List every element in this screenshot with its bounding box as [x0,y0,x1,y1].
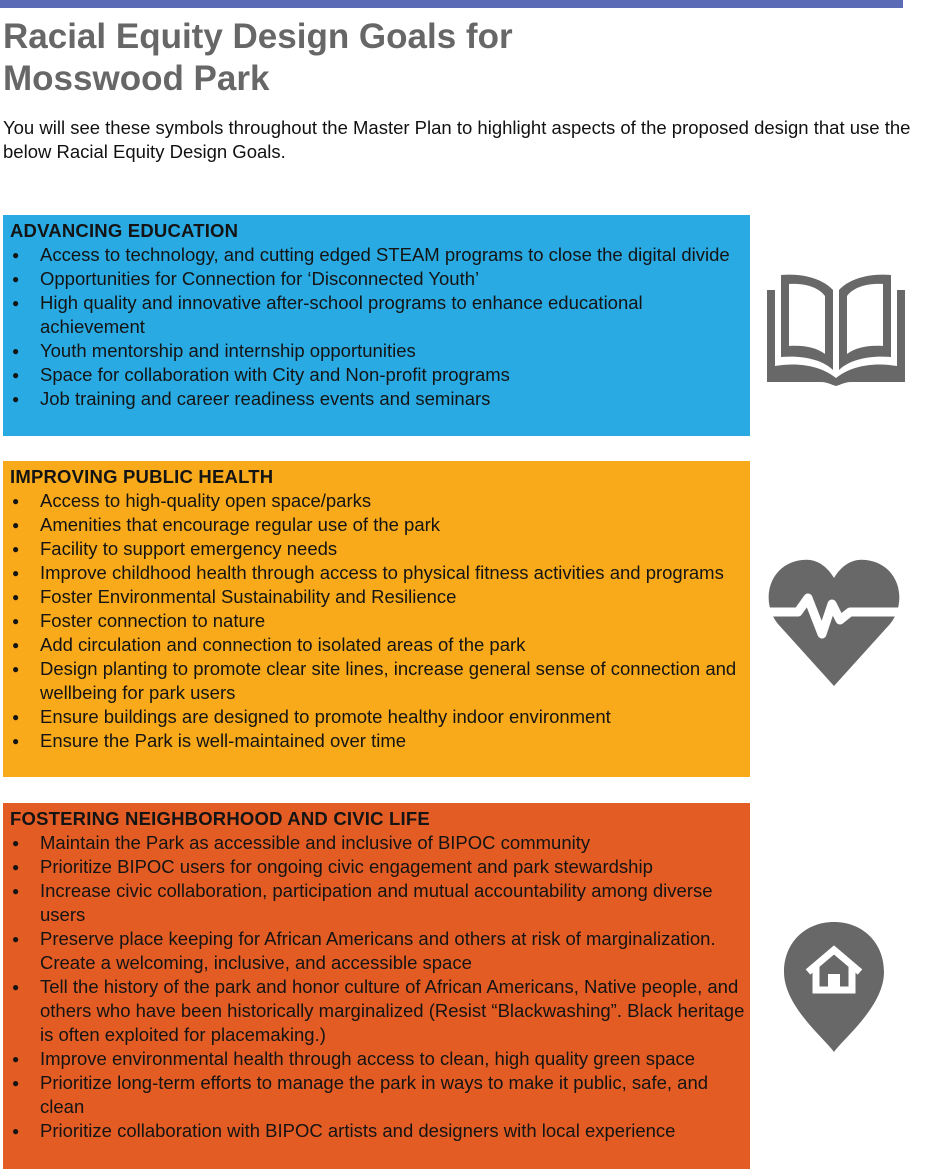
section-advancing-education [3,215,750,436]
goal-item: ● Opportunities for Connection for ‘Disconnected Youth’ [10,267,750,291]
goal-item: ● Improve environmental health through access to clean, high quality green space [10,1047,750,1071]
goal-item: ● Space for collaboration with City and Non-profit programs [10,363,750,387]
goal-item: ● Youth mentorship and internship opportunities [10,339,750,363]
goal-item: ● Tell the history of the park and honor culture of African Americans, Native people, and others who have been historically marginalized (Resist “Blackwashing”. Black heritage is often exploited for placemaking.) [10,975,750,1047]
goal-item: ● Prioritize BIPOC users for ongoing civic engagement and park stewardship [10,855,750,879]
goal-item: ● Foster Environmental Sustainability and Resilience [10,585,750,609]
goal-item: ● Amenities that encourage regular use of the park [10,513,750,537]
goal-item: ● Design planting to promote clear site lines, increase general sense of connection and wellbeing for park users [10,657,750,705]
goal-list [10,489,750,753]
goal-item: ● Maintain the Park as accessible and inclusive of BIPOC community [10,831,750,855]
goal-item: ● Ensure buildings are designed to promote healthy indoor environment [10,705,750,729]
goal-item: ● Job training and career readiness events and seminars [10,387,750,411]
heart-pulse-icon [768,558,900,688]
goal-item: ● Foster connection to nature [10,609,750,633]
section-title: IMPROVING PUBLIC HEALTH [10,466,274,487]
goal-item: ● Add circulation and connection to isolated areas of the park [10,633,750,657]
section-fostering-civic-life [3,803,750,1169]
goal-list [10,831,750,1143]
goal-item: ● Preserve place keeping for African Americans and others at risk of marginalization. Create a welcoming, inclusive, and accessible space [10,927,750,975]
goal-item: ● High quality and innovative after-school programs to enhance educational achievement [10,291,750,339]
goal-item: ● Prioritize collaboration with BIPOC artists and designers with local experience [10,1119,750,1143]
goal-item: ● Facility to support emergency needs [10,537,750,561]
goal-item: ● Access to technology, and cutting edged STEAM programs to close the digital divide [10,243,750,267]
goal-item: ● Ensure the Park is well-maintained over time [10,729,750,753]
goal-item: ● Prioritize long-term efforts to manage the park in ways to make it public, safe, and clean [10,1071,750,1119]
section-title: ADVANCING EDUCATION [10,220,239,241]
page-title: Racial Equity Design Goals for Mosswood Park [3,17,513,98]
goal-item: ● Improve childhood health through access to physical fitness activities and programs [10,561,750,585]
intro-text: You will see these symbols throughout the Master Plan to highlight aspects of the proposed design that use the below Racial Equity Design Goals. [3,117,911,162]
section-title: FOSTERING NEIGHBORHOOD AND CIVIC LIFE [10,808,430,829]
goal-item: ● Increase civic collaboration, participation and mutual accountability among diverse users [10,879,750,927]
goal-item: ● Access to high-quality open space/parks [10,489,750,513]
section-improving-public-health [3,461,750,777]
top-rule [0,0,903,8]
goal-list [10,243,750,411]
book-icon [765,270,907,386]
home-location-icon [778,920,890,1054]
